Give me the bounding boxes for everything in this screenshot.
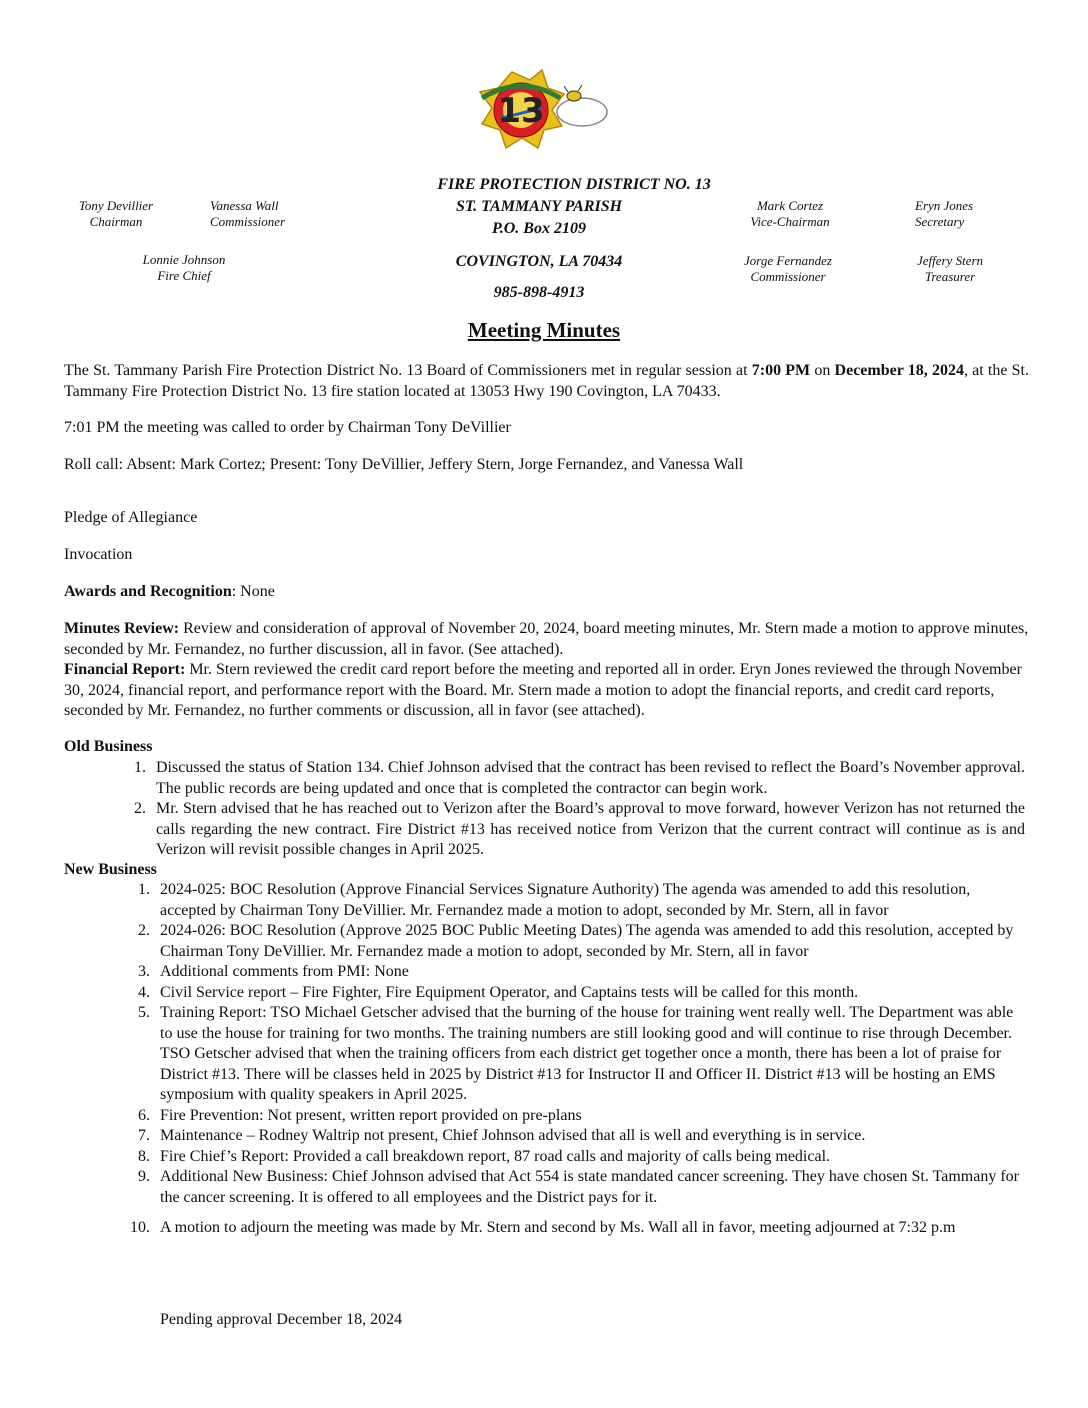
meeting-date: December 18, 2024 [834,362,964,379]
officer-commissioner-fernandez [728,253,848,285]
officer-name: Vanessa Wall [210,198,279,213]
pending-approval: Pending approval December 18, 2024 [160,1311,403,1328]
minutes-review-label: Minutes Review: [64,620,180,637]
intro-text: on [810,362,835,379]
list-item [138,921,1026,962]
officer-secretary [915,198,1015,230]
header-parish: ST. TAMMANY PARISH [455,198,623,215]
officer-title: Chairman [89,214,143,229]
header-city: COVINGTON, LA 70434 [455,253,623,270]
list-item [134,799,1025,861]
officer-title: Secretary [915,214,965,229]
intro-text: The St. Tammany Parish Fire Protection District No. 13 Board of Commissioners met in regular session at [64,362,752,379]
roll-call: Roll call: Absent: Mark Cortez; Present: Tony DeVillier, Jeffery Stern, Jorge Fernandez, and Vanessa Wall [64,456,744,473]
item-text: 2024-025: BOC Resolution (Approve Financial Services Signature Authority) The agenda was amended to add this resolution, accepted by Chairman Tony DeVillier. Mr. Fernandez made a motion to adopt, seconded by Mr. Stern, all in favor [160,881,971,919]
officer-name: Eryn Jones [915,198,974,213]
invocation: Invocation [64,546,133,563]
list-item [138,1003,1026,1106]
minutes-review [64,619,1029,660]
item-text: 2024-026: BOC Resolution (Approve 2025 BOC Public Meeting Dates) The agenda was amended to add this resolution, accepted by Chairman Tony DeVillier. Mr. Fernandez made a motion to adopt, seconded by Mr. Stern, all in favor [160,922,1014,960]
header-po-box: P.O. Box 2109 [492,220,586,237]
item-text: Fire Chief’s Report: Provided a call breakdown report, 87 road calls and majority of calls being medical. [160,1147,831,1165]
item-number: 4. [138,983,150,1001]
financial-report-text: Mr. Stern reviewed the credit card report before the meeting and reported all in order. Eryn Jones reviewed the through November 30, 2024, financial report, and performance report with the Board. Mr. Stern made a motion to adopt the financial reports, and credit card reports, seconded by Mr. Fernandez, no further comments or discussion, all in favor (see attached). [64,661,1022,719]
officer-title: Vice-Chairman [750,214,830,229]
officer-name: Jorge Fernandez [744,253,832,268]
awards-recognition [64,582,1029,603]
item-text: Maintenance – Rodney Waltrip not present, Chief Johnson advised that all is well and everything is in service. [160,1127,866,1144]
item-number: 2. [134,800,146,817]
officer-title: Fire Chief [157,268,211,283]
item-number: 1. [134,759,146,776]
new-business-heading [64,860,1029,881]
financial-report [64,660,1029,722]
item-text: Additional comments from PMI: None [160,963,409,980]
old-business-heading-text: Old Business [64,738,153,755]
item-text: A motion to adjourn the meeting was made by Mr. Stern and second by Ms. Wall all in favor, meeting adjourned at 7:32 p.m [160,1219,956,1236]
officer-fire-chief [124,252,244,284]
item-text: Training Report: TSO Michael Getscher advised that the burning of the house for training went really well. The Department was able to use the house for training for two months. The training numbers are still looking good and will continue to rise through December. TSO Getscher advised that when the training officers from each district get together once a month, there has been a lot of praise for District #13. There will be classes held in 2025 by District #13 for Instructor II and Officer II. District #13 will be hosting an EMS symposium with quality speakers in April 2025. [160,1004,1014,1103]
item-text: Fire Prevention: Not present, written report provided on pre-plans [160,1106,582,1124]
meeting-time: 7:00 PM [751,362,811,379]
item-number: 7. [138,1127,150,1144]
list-item [130,1218,1026,1239]
item-text: Mr. Stern advised that he has reached out to Verizon after the Board’s approval to move forward, however Verizon has not returned the calls regarding the new contract. Fire District #13 has received notice from Verizon that the current contract will continue as is and Verizon will revisit possible changes in April 2025. [156,800,1025,858]
list-item [138,880,1026,921]
minutes-review-text: Review and consideration of approval of November 20, 2024, board meeting minutes, Mr. Stern made a motion to approve minutes, seconded by Mr. Fernandez, no further discussion, all in favor. (See attached). [64,620,1029,658]
call-to-order: 7:01 PM the meeting was called to order by Chairman Tony DeVillier [64,419,511,436]
new-business-list [130,880,1026,1239]
new-business-heading-text: New Business [64,861,157,878]
list-item [138,1167,1026,1208]
officer-title: Treasurer [924,269,976,284]
item-number: 6. [138,1106,150,1124]
intro-text: , at the St. Tammany Fire Protection District No. 13 fire station located at 13053 Hwy 190 Covington, LA 70433. [64,362,1029,400]
list-item [138,983,1026,1004]
officer-name: Lonnie Johnson [142,252,226,267]
item-number: 9. [138,1168,150,1185]
awards-text: : None [231,583,275,600]
officer-chairman [64,198,168,230]
officer-commissioner-wall [210,198,320,230]
svg-text:13: 13 [497,91,545,131]
header-phone: 985-898-4913 [493,284,585,301]
item-number: 8. [138,1147,150,1165]
page-title: Meeting Minutes [467,318,621,342]
item-number: 1. [138,881,150,898]
officer-title: Commissioner [210,214,286,229]
item-number: 2. [138,922,150,939]
financial-report-label: Financial Report: [64,661,186,678]
intro-paragraph [64,361,1029,402]
list-item [138,962,1026,983]
list-item [138,1126,1026,1147]
awards-label: Awards and Recognition [64,583,232,600]
list-item [134,758,1025,799]
pledge: Pledge of Allegiance [64,509,198,526]
officer-treasurer [900,253,1000,285]
item-text: Additional New Business: Chief Johnson advised that Act 554 is state mandated cancer screening. They have chosen St. Tammany for the cancer screening. It is offered to all employees and the District pays for it. [160,1168,1019,1206]
officer-name: Tony Devillier [78,198,154,213]
header-district-name: FIRE PROTECTION DISTRICT NO. 13 [437,176,711,193]
officer-title: Commissioner [750,269,826,284]
old-business-list [134,758,1025,861]
old-business-heading [64,737,1029,758]
officer-vice-chairman [730,198,850,230]
list-item [138,1147,1026,1168]
item-number: 3. [138,963,150,980]
item-text: Discussed the status of Station 134. Chief Johnson advised that the contract has been revised to reflect the Board’s November approval. The public records are being updated and once that is completed the contractor can begin work. [156,759,1025,797]
officer-name: Mark Cortez [756,198,824,213]
district-logo [472,66,617,156]
item-number: 5. [138,1004,150,1021]
list-item [138,1106,1026,1127]
item-text: Civil Service report – Fire Fighter, Fire Equipment Operator, and Captains tests will be called for this month. [160,983,859,1001]
item-number: 10. [130,1219,150,1236]
officer-name: Jeffery Stern [916,253,984,268]
